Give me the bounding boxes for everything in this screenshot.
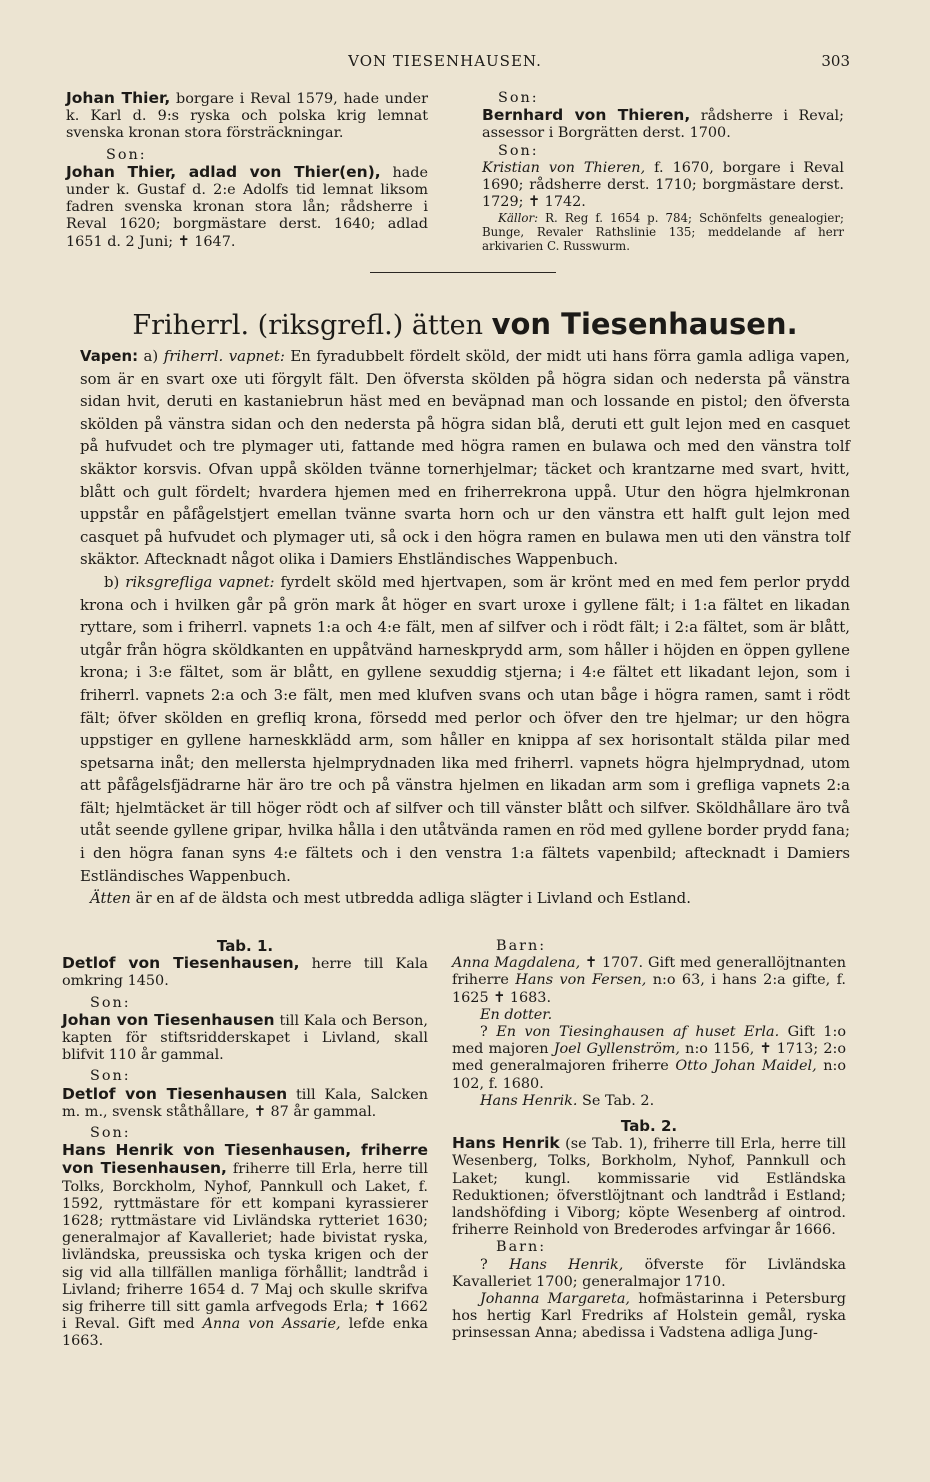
son-label: Son: bbox=[498, 142, 539, 159]
person-name: Hans Henrik, bbox=[509, 1256, 624, 1273]
section-divider bbox=[370, 272, 556, 273]
person-name: Bernhard von Thieren, bbox=[482, 106, 691, 125]
entry-text: lefde enka 1663. bbox=[62, 1316, 428, 1350]
family-heading bbox=[80, 306, 850, 344]
arms-b bbox=[80, 571, 850, 887]
entry-detlof-1 bbox=[62, 955, 428, 990]
entry-hans-henrik bbox=[62, 1142, 428, 1350]
heading-prefix: Friherrl. (riksgrefl.) ätten bbox=[132, 310, 483, 341]
child-en-dotter: En dotter. bbox=[480, 1006, 553, 1023]
person-name: Anna Magdalena, bbox=[452, 955, 581, 972]
entry-text: öfverste för Livländska Kavalleriet 1700; generalmajor 1710. bbox=[452, 1256, 847, 1290]
entry-johan-thier bbox=[66, 90, 428, 143]
entry-text: n:o 63, i hans 2:a gifte, f. 1625 ✝ 1683. bbox=[452, 972, 846, 1006]
intro-text: är en af de äldsta och mest utbredda adliga slägter i Livland och Estland. bbox=[135, 889, 691, 907]
spouse-name: Otto Johan Maidel, bbox=[675, 1058, 817, 1075]
person-name: Johanna Margareta, bbox=[480, 1291, 630, 1308]
spouse-name: Anna von Assarie, bbox=[202, 1316, 341, 1333]
uncertain-mark: ? bbox=[480, 1024, 488, 1041]
entry-text: n:o 102, f. 1680. bbox=[452, 1058, 846, 1092]
spouse-name: Joel Gyllenström, bbox=[553, 1041, 680, 1058]
sources-text: R. Reg f. 1654 p. 784; Schönfelts genealogier; Bunge, Revaler Rathslinie 135; meddelande af herr arkivarien C. Russwurm. bbox=[482, 211, 844, 254]
barn-label: Barn: bbox=[496, 1239, 547, 1256]
entry-text: (se Tab. 1), friherre till Erla, herre till Wesenberg, Tolks, Borkholm, Nyhof, Pannkull och Laket; kungl. kommissarie vid Estländska Reduktionen; öfverstlöjtnant och landtråd i Estland; landshöfding i Viborg; köpte Wesenberg af ointrod. friherre Reinhold von Brederodes arfvingar år 1666. bbox=[452, 1136, 846, 1239]
family-intro bbox=[90, 888, 850, 908]
running-header: VON TIESENHAUSEN. bbox=[348, 52, 542, 70]
person-name: Johan von Tiesenhausen bbox=[62, 1010, 275, 1029]
entry-johan-thier-adlad bbox=[66, 164, 428, 251]
person-name: Detlof von Tiesenhausen, bbox=[62, 954, 300, 973]
arms-b-title: riksgrefliga vapnet: bbox=[125, 572, 275, 591]
spouse-name: Hans von Fersen, bbox=[515, 972, 647, 989]
entry-text: n:o 1156, ✝ 1713; 2:o med generalmajoren friherre bbox=[452, 1041, 846, 1075]
child-hans-henrik-2 bbox=[452, 1257, 846, 1291]
entry-text: f. 1670, borgare i Reval 1690; rådsherre derst. 1710; borgmästare derst. 1729; ✝ 1742. bbox=[482, 159, 844, 211]
entry-text: Gift 1:o med majoren bbox=[452, 1024, 847, 1058]
person-name: Detlof von Tiesenhausen bbox=[62, 1084, 288, 1103]
person-name: Hans Henrik bbox=[452, 1134, 560, 1153]
arms-a-marker: a) bbox=[143, 347, 159, 365]
entry-text: borgare i Reval 1579, hade under k. Karl d. 9:s ryska och polska krig lemnat svenska kronan stora försträckningar. bbox=[66, 91, 429, 142]
tab1-column bbox=[62, 938, 428, 1351]
right-top-column bbox=[482, 90, 844, 253]
barn-label: Barn: bbox=[496, 938, 547, 954]
arms-a bbox=[80, 345, 850, 571]
son-label: Son: bbox=[106, 146, 147, 163]
entry-text: hade under k. Gustaf d. 2:e Adolfs tid lemnat liksom fadren svenska kronan stora lån; rådsherre i Reval 1620; borgmästare derst. 1640; adlad 1651 d. 2 Juni; ✝ 1647. bbox=[66, 164, 429, 250]
son-label: Son: bbox=[498, 90, 539, 106]
child-hans-henrik bbox=[452, 1093, 846, 1110]
son-label: Son: bbox=[90, 1068, 131, 1085]
sources-label: Källor: bbox=[498, 211, 539, 226]
entry-text: friherre till Erla, herre till Tolks, Borckholm, Nyhof, Pannkull och Laket, f. 1592, ryttmästare för ett kompani kyrassierer 1628; ryttmästare vid Livländska rytteriet 1630; generalmajor af Kavalleriet; hade bivistat ryska, livländska, preussiska och tyska krigen och der sig vid alla tillfällen manliga förhållit; landtråd i Livland; friherre 1654 d. 7 Maj och skulle skrifva sig friherre till sitt gamla arfvegods Erla; ✝ 1662 i Reval. Gift med bbox=[62, 1161, 429, 1333]
entry-kristian bbox=[482, 160, 844, 212]
entry-text: rådsherre i Reval; assessor i Borgrätten derst. 1700. bbox=[482, 108, 844, 142]
child-johanna-margareta bbox=[452, 1291, 846, 1343]
entry-text: hofmästarinna i Petersburg hos hertig Karl Fredriks af Holstein gemål, ryska prinsessan Anna; abedissa i Vadstena adliga Jung- bbox=[452, 1291, 846, 1342]
entry-text: herre till Kala omkring 1450. bbox=[62, 956, 429, 990]
heading-family-name: von Tiesenhausen. bbox=[491, 307, 798, 341]
person-name: Kristian von Thieren, bbox=[482, 159, 646, 176]
tab1-title: Tab. 1. bbox=[216, 937, 274, 955]
person-name: En von Tiesinghausen af huset Erla. bbox=[496, 1024, 780, 1041]
uncertain-mark: ? bbox=[480, 1256, 488, 1273]
person-name: Hans Henrik von Tiesenhausen, friherre von Tiesenhausen, bbox=[62, 1141, 428, 1178]
arms-b-marker: b) bbox=[104, 572, 120, 591]
tab2-title: Tab. 2. bbox=[620, 1117, 678, 1136]
entry-johan bbox=[62, 1012, 428, 1065]
arms-description bbox=[80, 345, 850, 887]
intro-word: Ätten bbox=[90, 889, 131, 907]
entry-detlof-2 bbox=[62, 1086, 428, 1121]
page-number: 303 bbox=[821, 52, 850, 70]
arms-a-title: friherrl. vapnet: bbox=[163, 347, 285, 365]
sources-note bbox=[482, 211, 844, 253]
child-erla bbox=[452, 1024, 846, 1093]
entry-text: ✝ 1707. Gift med generallöjtnanten friherre bbox=[452, 955, 846, 989]
entry-text: Se Tab. 2. bbox=[582, 1092, 655, 1109]
entry-text: till Kala och Berson, kapten för stiftsridderskapet i Livland, skall blifvit 110 år gammal. bbox=[62, 1012, 429, 1064]
entry-tab2-hans-henrik bbox=[452, 1135, 846, 1239]
person-name: Johan Thier, bbox=[66, 89, 171, 107]
arms-label: Vapen: bbox=[80, 347, 139, 365]
son-label: Son: bbox=[90, 994, 131, 1011]
arms-b-text: fyrdelt sköld med hjertvapen, som är krönt med en med fem perlor prydd krona och i hvilken går på grön mark åt höger en svart uroxe i gyllene fält; i 1:a fältet en likadan ryttare, som i friherrl. vapnets 1:a och 4:e fält, men af silfver och i rödt fält; i 2:a fältet, som är blått, utgår från högra sköldkanten en uppåtvänd harneskprydd arm, som håller i höjden en öppen gyllene krona; i 3:e fältet, som är blått, en gyllene sexuddig stjerna; i 4:e fältet ett likadant lejon, som i friherrl. vapnets 2:a och 3:e fält, men med klufven svans och utan båge i högra ramen, samt i rödt fält; öfver skölden en grefliq krona, försedd med perlor och öfver den tre hjelmar; ur den högra uppstiger en gyllene harneskklädd arm, som håller en knippa af sex horisontalt stälda pilar med spetsarna inåt; den mellersta hjelmprydnaden lika med friherrl. vapnets högra hjelmprydnad, utom att påfågelsfjädrarne här äro tre och på vänstra hjelmen en likadan arm som i grefliga vapnets 2:a fält; hjelmtäcket är till höger rödt och af silfver och till vänster blått och silfver. Sköldhållare äro två utåt seende gyllene gripar, hvilka hålla i den utåtvända ramen en röd med gyllene border prydd fana; i den högra fanan syns 4:e fältets och i den venstra 1:a fältets vapenbild; aftecknadt i Damiers Estländisches Wappenbuch. bbox=[80, 572, 851, 885]
entry-text: till Kala, Salcken m. m., svensk ståthållare, ✝ 87 år gammal. bbox=[62, 1086, 429, 1120]
person-name: Hans Henrik. bbox=[480, 1092, 578, 1109]
son-label: Son: bbox=[90, 1125, 131, 1142]
child-anna-magdalena bbox=[452, 955, 846, 1007]
person-name: Johan Thier, adlad von Thier(en), bbox=[66, 162, 381, 181]
right-bottom-column bbox=[452, 938, 846, 1343]
left-top-column bbox=[66, 90, 428, 251]
entry-bernhard bbox=[482, 107, 844, 142]
arms-a-text: En fyradubbelt fördelt sköld, der midt uti hans förra gamla adliga vapen, som är en svart oxe uti förgylt fält. Den öfversta skölden på högra sidan och nedersta på vänstra sidan hvit, deruti en kastaniebrun häst med en beväpnad man och lossande en pistol; den öfversta skölden på vänstra sidan och den nedersta på högra sidan blå, deruti ett gult lejon med en casquet på hufvudet och tre plymager uti, fattande med högra ramen en bulawa och med den vänstra tolf skäktor korsvis. Ofvan uppå skölden tvänne tornerhjelmar; täcket och krantzarne med svart, hvitt, blått och gult fördelt; hvardera hjemen med en friherrekrona uppå. Utur den högra hjelmkronan uppstår en påfågelstjert emellan tvänne svarta horn och ur den vänstra ett halft gult lejon med casquet på hufvudet och plymager uti, så ock i den högra ramen en bulawa men uti den vänstra tolf skäktor. Aftecknadt något olika i Damiers Ehstländisches Wappenbuch. bbox=[80, 347, 850, 569]
